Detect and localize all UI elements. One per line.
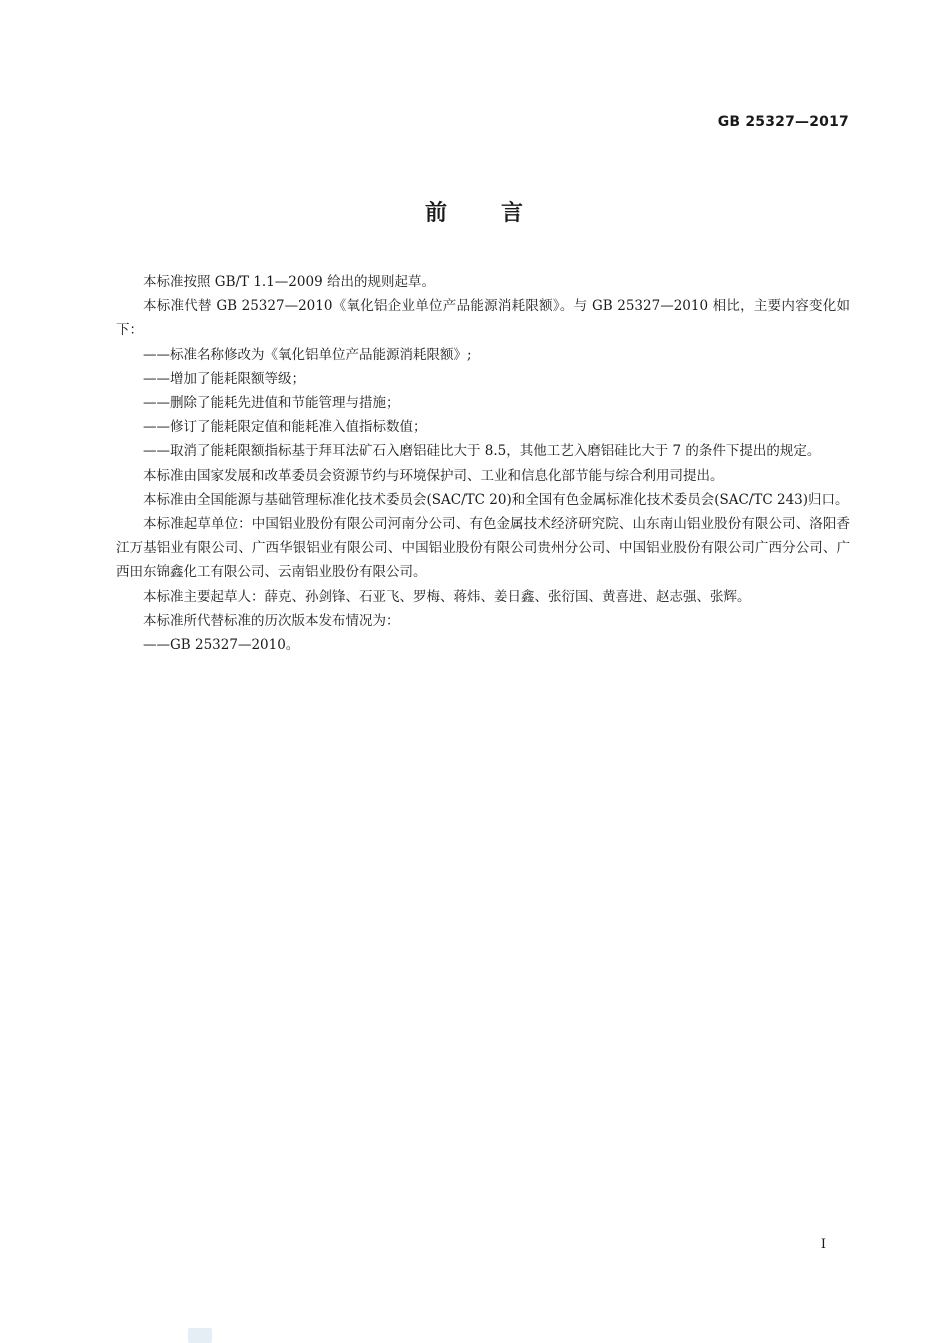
paragraph-replacement: 本标准代替 GB 25327—2010《氧化铝企业单位产品能源消耗限额》。与 GB 25327—2010 相比，主要内容变化如下： (116, 298, 850, 339)
paragraph-drafting-rules: 本标准按照 GB/T 1.1—2009 给出的规则起草。 (143, 274, 435, 290)
change-item: ——标准名称修改为《氧化铝单位产品能源消耗限额》; (143, 346, 472, 363)
page-number: I (820, 1237, 826, 1252)
change-item: ——删除了能耗先进值和节能管理与措施； (143, 395, 400, 412)
history-item: ——GB 25327—2010。 (143, 637, 300, 654)
paragraph-drafters: 本标准主要起草人：薛克、孙剑锋、石亚飞、罗梅、蒋炜、姜日鑫、张衍国、黄喜进、赵志强、张辉。 (143, 588, 751, 605)
paragraph-drafting-units: 本标准起草单位：中国铝业股份有限公司河南分公司、有色金属技术经济研究院、山东南山铝业股份有限公司、洛阳香江万基铝业有限公司、广西华银铝业有限公司、中国铝业股份有限公司贵州分公司、中国铝业股份有限公司广西分公司、广西田东锦鑫化工有限公司、云南铝业股份有限公司。 (116, 516, 850, 581)
page-title (0, 196, 950, 227)
change-item: ——修订了能耗限定值和能耗准入值指标数值； (143, 419, 427, 436)
title-part-1: 前 (424, 201, 449, 226)
paragraph-version-history: 本标准所代替标准的历次版本发布情况为： (143, 612, 400, 629)
change-item: ——取消了能耗限额指标基于拜耳法矿石入磨铝硅比大于 8.5，其他工艺入磨铝硅比大于 7 的条件下提出的规定。 (143, 443, 821, 460)
paragraph-jurisdiction: 本标准由全国能源与基础管理标准化技术委员会(SAC/TC 20)和全国有色金属标准化技术委员会(SAC/TC 243)归口。 (143, 491, 849, 508)
footer-logo-mark (188, 1328, 212, 1343)
change-item: ——增加了能耗限额等级； (143, 370, 305, 387)
standard-number: GB 25327—2017 (717, 114, 849, 130)
title-part-2: 言 (501, 201, 526, 226)
document-body (116, 270, 850, 657)
paragraph-proposer: 本标准由国家发展和改革委员会资源节约与环境保护司、工业和信息化部节能与综合利用司提出。 (143, 467, 724, 484)
